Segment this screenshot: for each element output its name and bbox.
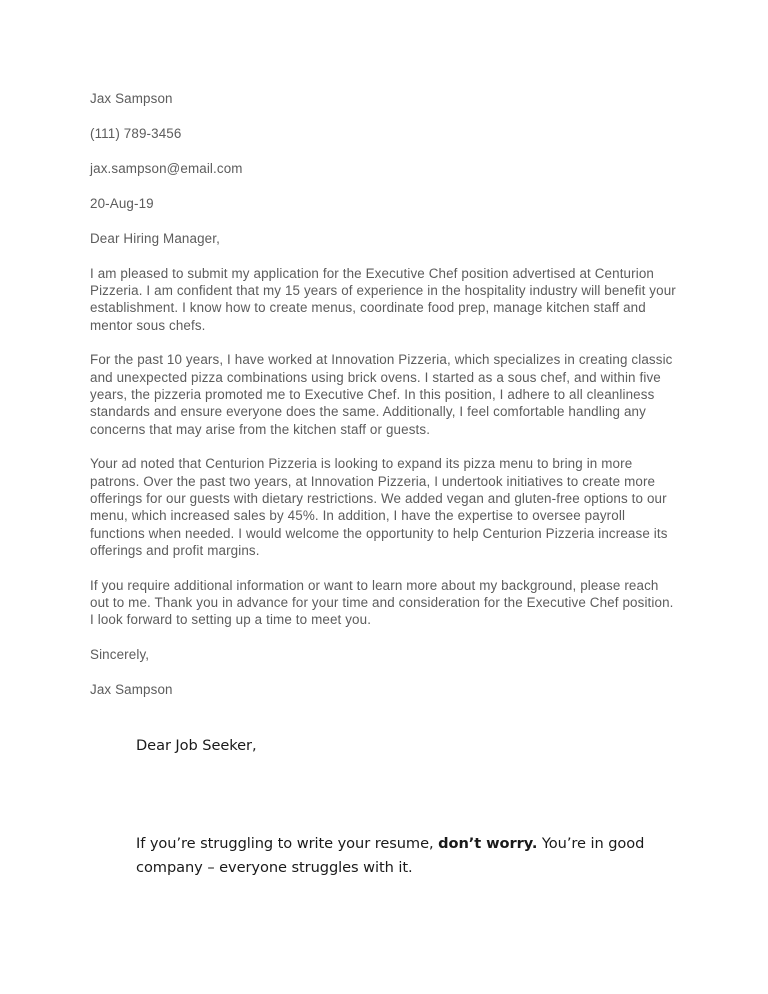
letter-signature-name: Jax Sampson (90, 681, 173, 697)
sender-email: jax.sampson@email.com (90, 160, 243, 176)
note-greeting: Dear Job Seeker, (136, 737, 257, 754)
sender-phone: (111) 789-3456 (90, 125, 182, 141)
sender-name: Jax Sampson (90, 91, 173, 106)
letter-paragraph-1: I am pleased to submit my application for the Executive Chef position advertised at Centurion Pizzeria. I am confident that my 15 years of experience in the hospitality industry will benefit your establishment. I know how to create menus, coordinate food prep, manage kitchen staff and mentor sous chefs. (90, 265, 676, 333)
letter-closing: Sincerely, (90, 646, 150, 662)
letter-paragraph-3: Your ad noted that Centurion Pizzeria is looking to expand its pizza menu to bring in more patrons. Over the past two years, at Innovation Pizzeria, I undertook initiatives to create more offerings for our guests with dietary restrictions. We added vegan and gluten-free options to our menu, which increased sales by 45%. In addition, I have the expertise to oversee payroll functions when needed. I would welcome the opportunity to help Centurion Pizzeria increase its offerings and profit margins. (90, 456, 668, 559)
letter-date: 20-Aug-19 (90, 195, 154, 211)
note-body (136, 832, 646, 880)
note-body-text-start: If you’re struggling to write your resume, (136, 835, 439, 852)
letter-salutation: Dear Hiring Manager, (90, 230, 220, 246)
letter-paragraph-2: For the past 10 years, I have worked at Innovation Pizzeria, which specializes in creating classic and unexpected pizza combinations using brick ovens. I started as a sous chef, and within five years, the pizzeria promoted me to Executive Chef. In this position, I adhere to all cleanliness standards and ensure everyone does the same. Additionally, I feel comfortable handling any concerns that may arise from the kitchen staff or guests. (90, 352, 673, 437)
note-block (136, 734, 676, 880)
letter-paragraph-4: If you require additional information or want to learn more about my background, please reach out to me. Thank you in advance for your time and consideration for the Executive Chef position. I look forward to setting up a time to meet you. (90, 577, 674, 628)
cover-letter (90, 90, 676, 698)
note-body-text-end: You’re in good company – everyone struggles with it. (136, 835, 645, 876)
note-body-emphasis: don’t worry. (438, 835, 538, 852)
